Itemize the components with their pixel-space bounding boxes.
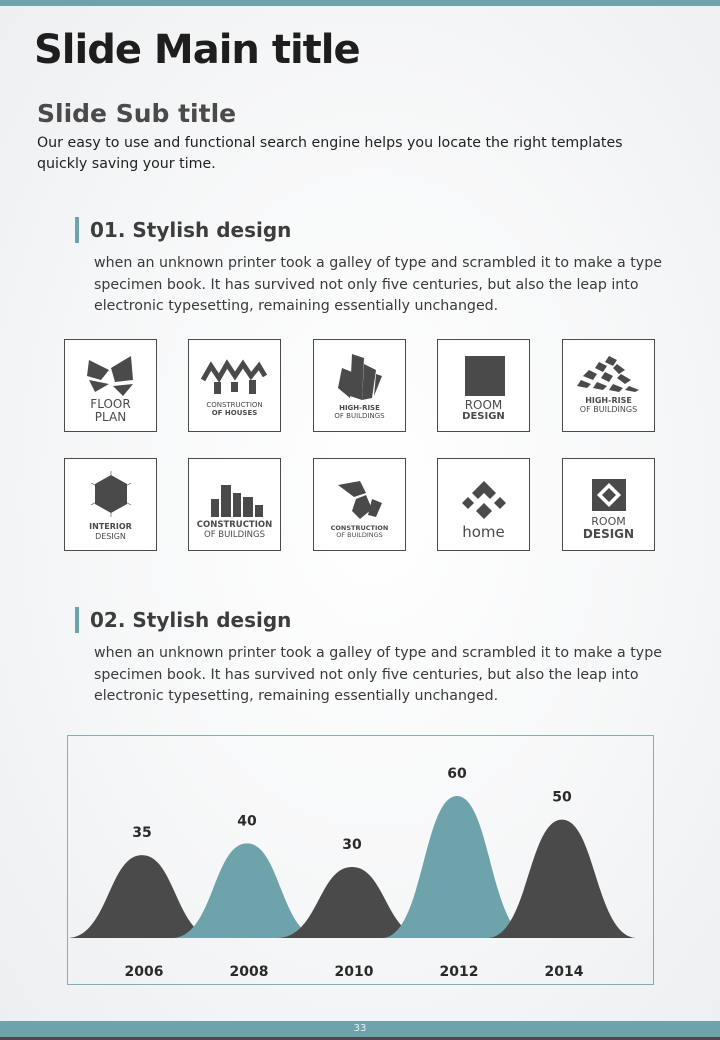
logo-tile-high-rise-2 xyxy=(562,339,655,432)
logo-tile-high-rise-1 xyxy=(313,339,406,432)
logo-caption-line: CONSTRUCTION xyxy=(330,524,389,532)
logo-caption-line: CONSTRUCTION xyxy=(196,520,273,530)
logo-caption-line: OF BUILDINGS xyxy=(336,531,383,539)
logo-caption-line: CONSTRUCTION xyxy=(206,401,263,409)
logo-caption-line: HIGH-RISE xyxy=(585,396,632,405)
section-2-text: when an unknown printer took a galley of type and scrambled it to make a type specimen book. It has survived not only five centuries, but also the leap into electronic typesetting, remaining essentially unchanged. xyxy=(94,645,662,704)
x-tick-label: 2012 xyxy=(439,964,479,980)
logo-caption-line: ROOM xyxy=(464,398,503,412)
logo-caption-line: HIGH-RISE xyxy=(339,404,380,412)
logo-caption-line: OF BUILDINGS xyxy=(579,405,638,414)
data-label: 40 xyxy=(237,813,257,830)
logo-tile-floor-plan xyxy=(64,339,157,432)
area-peak-2012 xyxy=(382,796,532,938)
section-1-heading: 01. Stylish design xyxy=(75,217,291,243)
x-tick-label: 2010 xyxy=(334,964,374,980)
houses-icon xyxy=(189,340,282,433)
area-peak-2008 xyxy=(172,843,322,938)
logo-caption-line: ROOM xyxy=(591,515,626,528)
page-number: 33 xyxy=(353,1023,367,1034)
logo-tile-construction-houses xyxy=(188,339,281,432)
x-tick-label: 2008 xyxy=(229,964,269,980)
slide-sub-title: Slide Sub title xyxy=(37,99,237,128)
logo-tile-home xyxy=(437,458,530,551)
section-1-text: when an unknown printer took a galley of type and scrambled it to make a type specimen book. It has survived not only five centuries, but also the leap into electronic typesetting, remaining essentially unchanged. xyxy=(94,255,662,314)
logo-tile-construction-buildings-1 xyxy=(188,458,281,551)
section-2-heading: 02. Stylish design xyxy=(75,607,291,633)
logo-caption-line: INTERIOR xyxy=(89,522,132,531)
x-tick-label: 2014 xyxy=(544,964,584,980)
data-label: 60 xyxy=(447,766,467,782)
logo-tile-room-design-2 xyxy=(562,458,655,551)
logo-caption-line: DESIGN xyxy=(95,532,126,541)
logo-tile-construction-buildings-2 xyxy=(313,458,406,551)
logo-caption-line: OF BUILDINGS xyxy=(334,412,385,420)
logo-caption-line: FLOOR xyxy=(90,397,131,411)
logo-caption-line: home xyxy=(462,523,505,541)
top-accent-bar xyxy=(0,0,720,6)
x-tick-label: 2006 xyxy=(124,964,164,980)
chart-canvas xyxy=(68,736,655,986)
data-label: 50 xyxy=(552,789,572,806)
area-chart xyxy=(67,735,654,985)
logo-caption-line: OF BUILDINGS xyxy=(204,530,265,540)
logo-caption-line: PLAN xyxy=(94,410,127,424)
slide-main-title: Slide Main title xyxy=(34,27,360,73)
logo-tile-interior-design xyxy=(64,458,157,551)
logo-caption-line: DESIGN xyxy=(582,527,635,541)
perspective-grid-icon xyxy=(563,340,656,433)
intro-paragraph: Our easy to use and functional search engine helps you locate the right templates quickly saving your time. xyxy=(37,135,623,172)
data-label: 35 xyxy=(132,825,152,842)
logo-caption-line: OF HOUSES xyxy=(211,409,258,417)
logo-caption-line: DESIGN xyxy=(462,411,505,422)
logo-tile-room-design-1 xyxy=(437,339,530,432)
data-label: 30 xyxy=(342,837,362,853)
